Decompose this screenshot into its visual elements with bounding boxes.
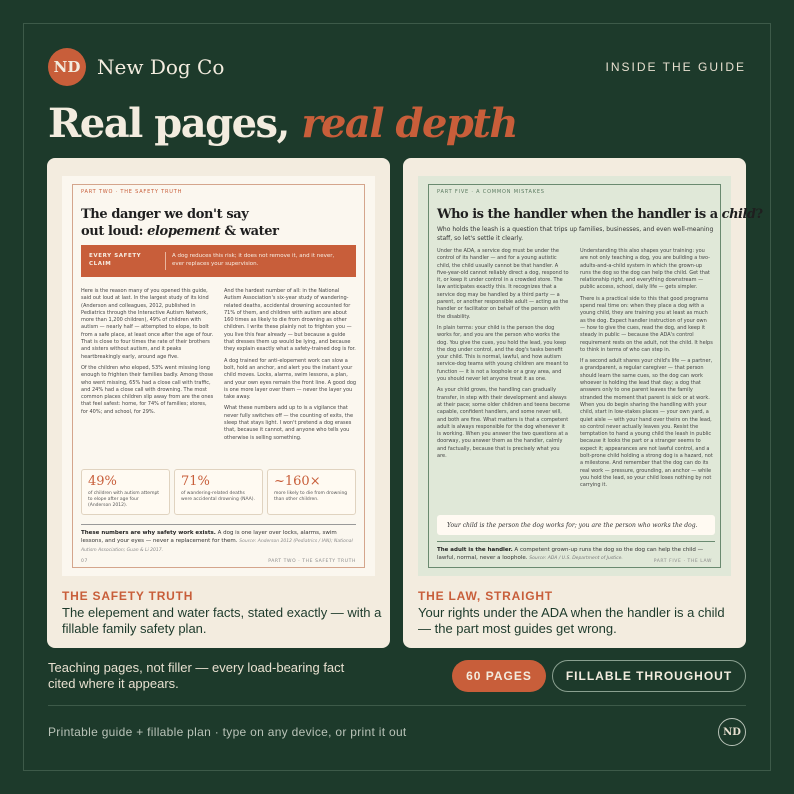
paragraph: Under the ADA, a service dog must be under the control of its handler — and for a young autistic child, the child usually cannot be that handler. A five-year-old cannot reliably direct a dog, respond to it, or keep it under control in a crowded store. The law anticipates exactly this. It recognizes that a service dog may be handled by a third party — a parent, or another responsible adult — acting as the handler or facilitator on behalf of the person with the disability.: [437, 248, 569, 320]
paragraph: There is a practical side to this that good programs spend real time on: when they place a dog with a young child, they are training you at least as much as the dog. Expect handler instruction of your own — how to give the cues, read the dog, and keep it steady in public — because the ADA's control requirement rests on the adult, not the child. It helps to think in terms of who can step in.: [580, 295, 713, 353]
stat-caption: of children with autism attempt to elope after age four (Anderson 2012).: [88, 491, 160, 508]
page-title-line2-pre: out loud:: [81, 224, 148, 239]
footnote-bold: These numbers are why safety work exists.: [81, 530, 216, 536]
card-safety-truth: [47, 158, 390, 648]
safety-claim-box: [81, 245, 356, 277]
paragraph: Here is the reason many of you opened this guide, said out loud at last. In the largest study of its kind (Anderson and colleagues, 2012, published in Pediatrics through the Interactive Autism Network, more than 1,200 children), 49% of children with autism — nearly half — attempted to elope, to bolt from a safe place, at least once after the age of four. That is close to four times the rate of their brothers and sisters without autism, and it peaks heartbreakingly early, around age five.: [81, 288, 214, 360]
card-description: Your rights under the ADA when the handler is a child — the part most guides get wrong.: [418, 605, 725, 636]
paragraph: In plain terms: your child is the person the dog works for, and you are the person who works the dog. You give the cues, you hold the lead, you keep the dog under control, and the dog's tasks benefit your child. This is normal, lawful, and how autism service-dog teams with young children are meant to function — it is not a loophole or a gray area, and you should never let anyone treat it as one.: [437, 324, 569, 383]
footer-text: Printable guide + fillable plan · type on any device, or print it out: [48, 725, 407, 739]
divider: [48, 705, 746, 706]
footnote-source: Source: Anderson 2012 (Pediatrics / IAN); National Autism Association; Guan & Li 2017.: [81, 539, 353, 553]
page-column-left: [81, 288, 214, 468]
footnote-source: Source: ADA / U.S. Department of Justice.: [529, 556, 623, 561]
page-footnote: [81, 524, 356, 555]
headline: [48, 100, 517, 147]
page-kicker: PART TWO · THE SAFETY TRUTH: [81, 189, 183, 195]
claim-text: A dog reduces this risk; it does not remove it, and it never, ever replaces your supervision.: [172, 253, 335, 267]
paragraph: As your child grows, the handling can gradually transfer, in step with their development and always at their pace; some older children and teens become capable, confident handlers, and some never will, and both are fine. What matters is that a competent adult is always responsible for the dog whenever it is working. When you answer the two questions at a doorway, you answer them as the handler, calmly and factually, because that is precisely what you are.: [437, 387, 570, 460]
stat-box: [174, 469, 263, 515]
pages-count-badge: 60 PAGES: [452, 660, 546, 692]
paragraph: What these numbers add up to is a vigilance that never fully switches off — the counting of exits, the sleep that stays light. I won't pretend a dog erases that, because it cannot, and anyone who tells you otherwise is selling something.: [224, 405, 354, 441]
pull-quote: Your child is the person the dog works for; you are the person who works the dog.: [437, 515, 715, 535]
headline-accent: real depth: [301, 100, 517, 147]
page-column-left: [437, 248, 570, 493]
inside-guide-label: INSIDE THE GUIDE: [605, 60, 746, 74]
page-kicker: PART FIVE · A COMMON MISTAKES: [437, 189, 545, 195]
claim-label: EVERY SAFETY CLAIM: [89, 253, 142, 267]
page-title-line2-post: & water: [220, 224, 279, 239]
card-label: THE LAW, STRAIGHT: [418, 589, 553, 603]
claim-divider: [165, 252, 166, 270]
fillable-badge: FILLABLE THROUGHOUT: [552, 660, 746, 692]
page-column-right: [580, 248, 713, 493]
paragraph: And the hardest number of all: in the National Autism Association's six-year study of wandering-related deaths, accidental drowning accounted for 71% of them, and children with autism are about 160 times as likely to die from drowning as other children. I write these plainly not to frighten you — you live this fear already — but because a guide that dresses them up would be lying, and because they explain exactly what a safety-trained dog is for.: [224, 288, 356, 353]
card-label: THE SAFETY TRUTH: [62, 589, 194, 603]
stat-box: [267, 469, 356, 515]
paragraph: If a second adult shares your child's life — a partner, a grandparent, a regular caregiver — that person should learn the same cues, so the dog can work whoever is holding the lead that day; a dog that answers only to one parent leaves the family stranded the moment that parent is sick or at work. When you do begin sharing the handling with your child, start in low-stakes places — your own yard, a quiet aisle — with your hand over theirs on the lead, so control never actually leaves you. Resist the temptation to hand a young child the leash in public because it looks the part or a stranger seems to expect it; appearances are not lawful control, and a bolt-prone child holding a strong dog is a hazard, not a milestone. And remember that the dog can do its real work — pressure, grounding, an anchor — while you hold the lead, so your child loses nothing by not carrying it.: [580, 358, 713, 489]
paragraph: A dog trained for anti-elopement work can slow a bolt, hold an anchor, and alert you the instant your child moves. Locks, alarms, swim lessons, a plan, and your own eyes remain the front line. A good dog is one more layer over them — never the layer you take away.: [224, 357, 357, 401]
footnote-bold: The adult is the handler.: [437, 547, 513, 553]
page-title-post: ?: [755, 207, 763, 222]
page-title-pre: Who is the handler when the handler is a: [437, 207, 722, 222]
stat-number: 49%: [88, 474, 117, 489]
stat-caption: of wandering-related deaths were accidental drowning (NAA).: [181, 491, 255, 502]
brand-name: New Dog Co: [97, 55, 225, 79]
paragraph: Understanding this also shapes your training: you are not only teaching a dog, you are building a two-adults-and-a-child system in which the grown-up runs the dog so the dog can help the child. Get that relationship right, and everything downstream — public access, school, daily life — gets simpler.: [580, 248, 710, 291]
page-title-line1: The danger we don't say: [81, 207, 249, 222]
page-number: 07: [81, 559, 88, 564]
page-preview-safety: [62, 176, 375, 576]
footnote-text: A competent grown-up runs the dog so the dog can help the child — lawful, normal, never a loophole.: [437, 547, 704, 561]
page-preview-law: [418, 176, 763, 576]
brand-logo: ND: [48, 48, 86, 86]
stat-number: 71%: [181, 474, 210, 489]
stat-number: ~160×: [274, 474, 321, 489]
paragraph: Of the children who eloped, 53% went missing long enough to frighten their families badly. Among those who went missing, 65% had a close call with traffic, and 24% had a close call with drowning. The most common places children slip away from are the ones that feel safest: home, for 74% of families; stores, for 40%; and school, for 29%.: [81, 364, 214, 415]
page-column-right: [224, 288, 357, 468]
stat-caption: more likely to die from drowning than other children.: [274, 491, 348, 502]
page-running-footer: PART TWO · THE SAFETY TRUTH: [268, 559, 356, 564]
page-title: [437, 206, 763, 223]
page-running-footer: PART FIVE · THE LAW: [653, 559, 712, 564]
page-title-italic: child: [721, 207, 756, 222]
footnote-text: A dog is one layer over locks, alarms, swim lessons, and your eyes — never a replacement for them.: [81, 530, 337, 544]
page-title-italic: elopement: [147, 224, 221, 239]
card-law-straight: [403, 158, 763, 648]
headline-main: Real pages,: [48, 100, 302, 147]
footer-logo: ND: [718, 718, 746, 746]
card-description: The elepement and water facts, stated exactly — with a fillable family safety plan.: [62, 605, 382, 636]
page-lede: Who holds the leash is a question that trips up families, businesses, and even well-meaning staff, so let's settle it clearly.: [437, 226, 714, 242]
stat-box: [81, 469, 170, 515]
teaching-pages-text: Teaching pages, not filler — every load-bearing fact cited where it appears.: [48, 660, 345, 691]
page-title: [81, 206, 341, 240]
